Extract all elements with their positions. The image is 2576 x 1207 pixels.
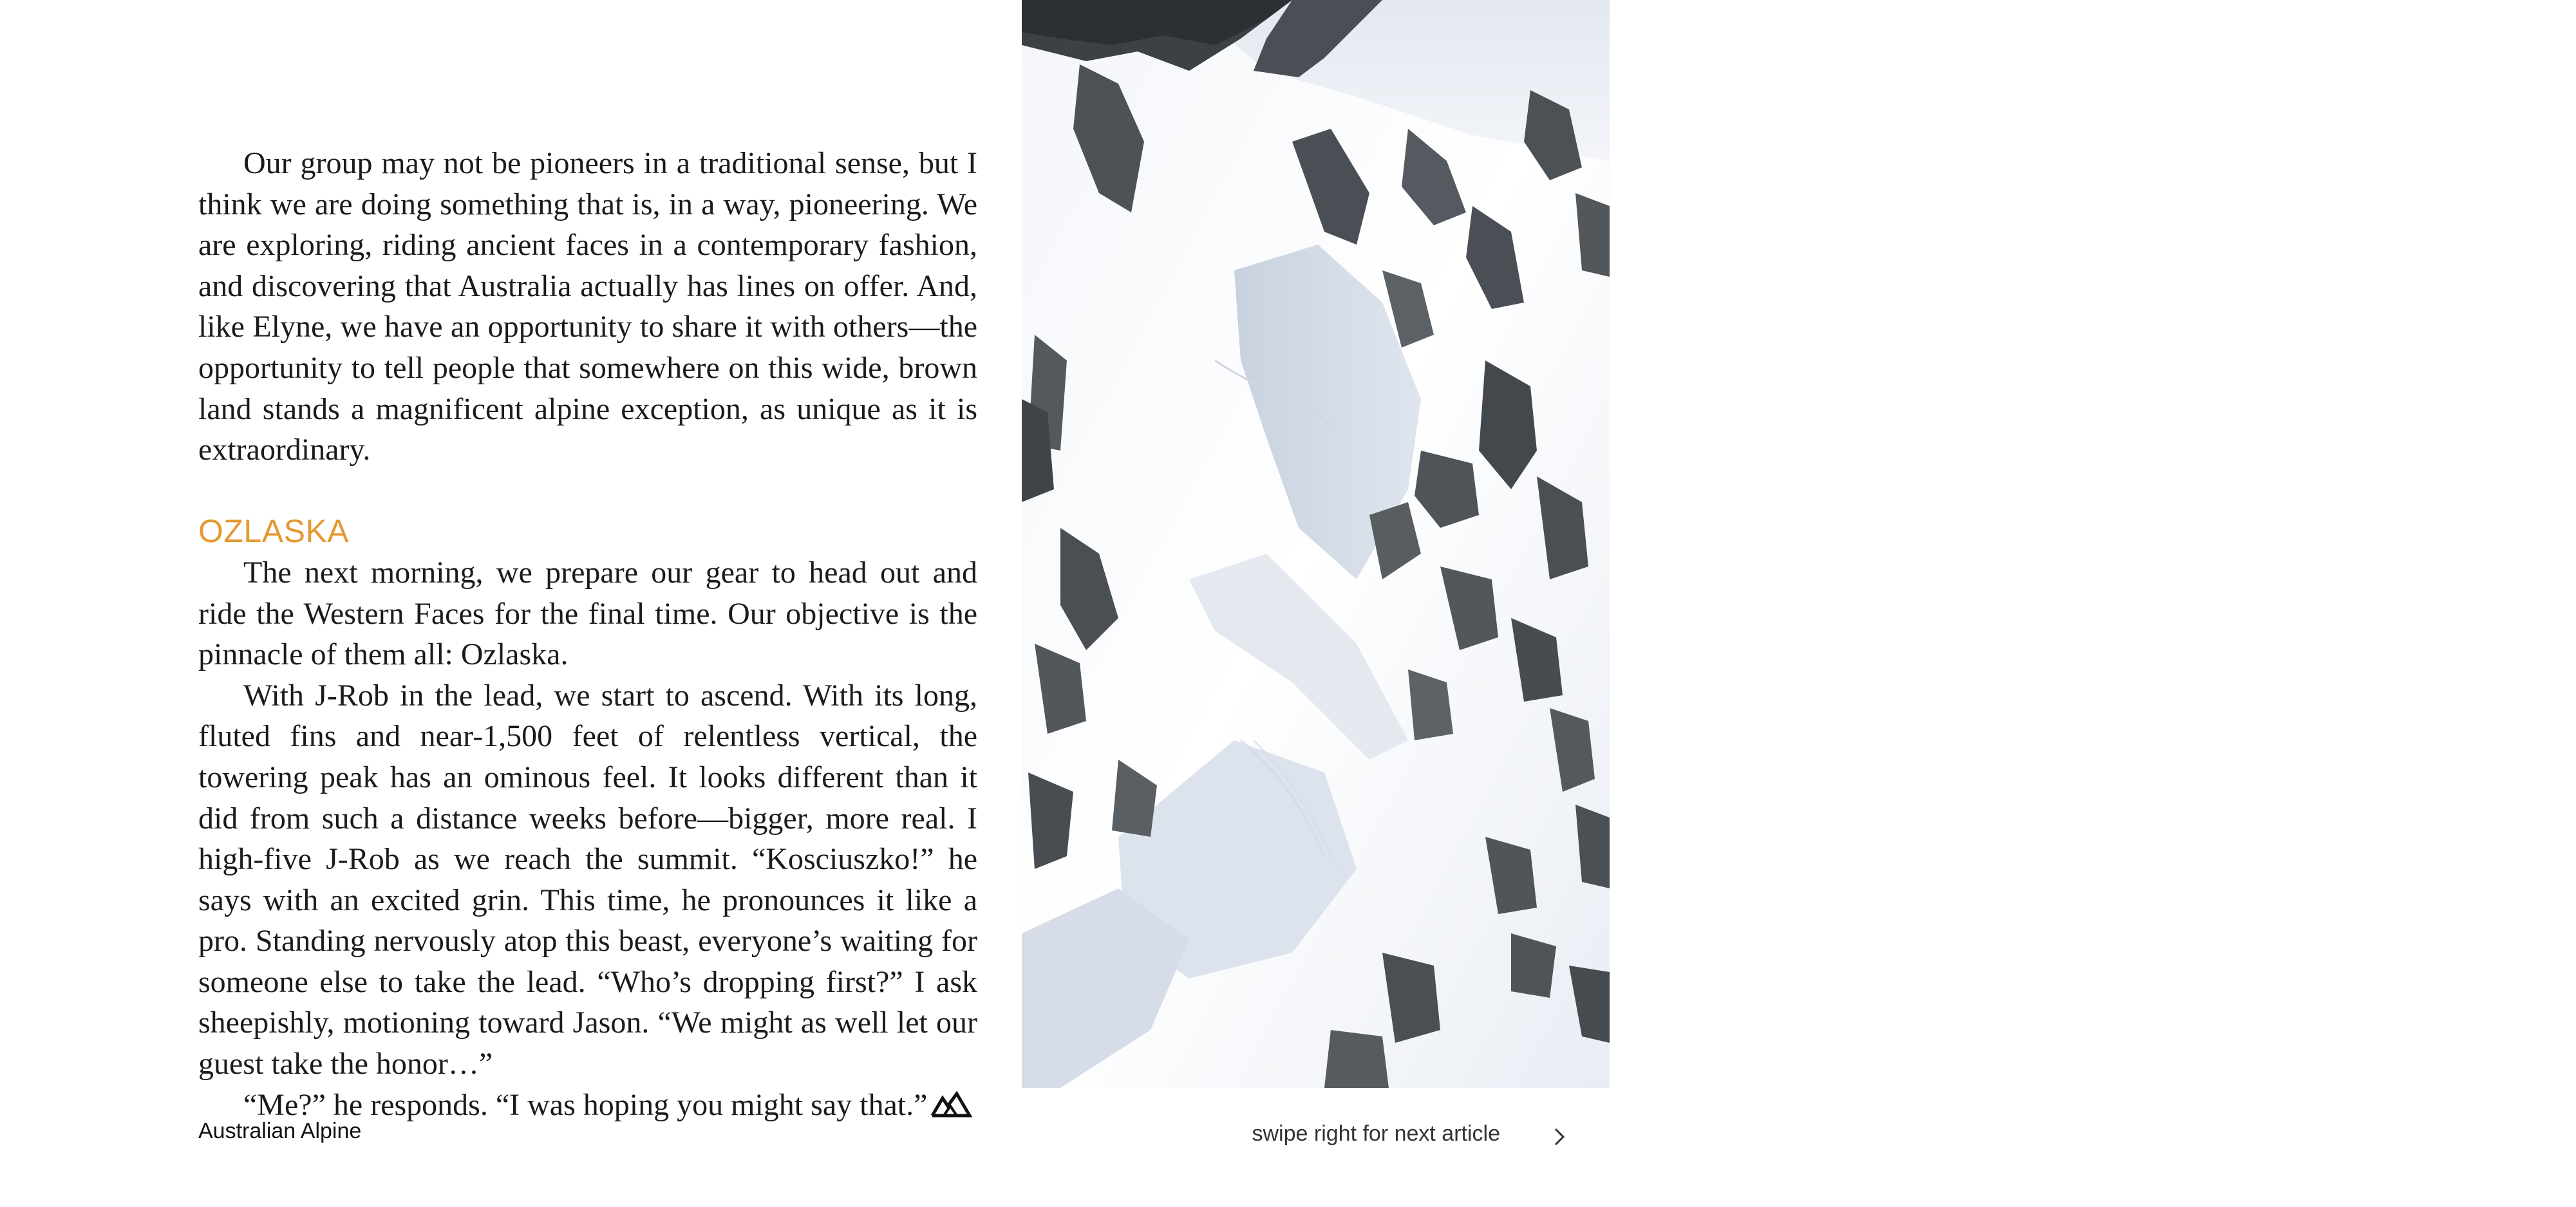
mountain-end-mark-icon xyxy=(931,1092,971,1118)
chevron-right-icon[interactable] xyxy=(1552,1124,1568,1150)
paragraph-spacer xyxy=(198,471,977,512)
article-paragraph: The next morning, we prepare our gear to head out and ride the Western Faces for the final time. Our objective is the pinnacle of them all: Ozlaska. xyxy=(198,555,977,672)
section-heading: OZLASKA xyxy=(198,513,350,550)
closing-quote: “Me?” he responds. “I was hoping you might say that.” xyxy=(243,1087,928,1122)
intro-paragraph: Our group may not be pioneers in a traditional sense, but I think we are doing something that is, in a way, pioneering. We are exploring, riding ancient faces in a contemporary fashion, and discovering that Australia actually has lines on offer. And, like Elyne, we have an opportunity to share it with others—the opportunity to tell people that somewhere on this wide, brown land stands a magnificent alpine exception, as unique as it is extraordinary. xyxy=(198,146,977,467)
article-paragraph: With J-Rob in the lead, we start to ascend. With its long, fluted fins and near-1,500 feet of relentless vertical, the towering peak has an ominous feel. It looks different than it did from such a distance weeks before—bigger, more real. I high-five J-Rob as we reach the summit. “Kosciuszko!” he says with an excited grin. This time, he pronounces it like a pro. Standing nervously atop this beast, everyone’s waiting for someone else to take the lead. “Who’s dropping first?” I ask sheepishly, motioning toward Jason. “We might as well let our guest take the honor…” xyxy=(198,678,977,1081)
publication-name: Australian Alpine xyxy=(198,1119,362,1143)
info-button[interactable]: i xyxy=(2536,42,2576,82)
next-article-hint[interactable]: swipe right for next article xyxy=(1252,1121,1500,1146)
snow-covered-mountain-face-photo xyxy=(1022,0,2560,1088)
article-body xyxy=(198,143,977,1125)
mountain-photo-illustration xyxy=(1022,0,1610,1088)
